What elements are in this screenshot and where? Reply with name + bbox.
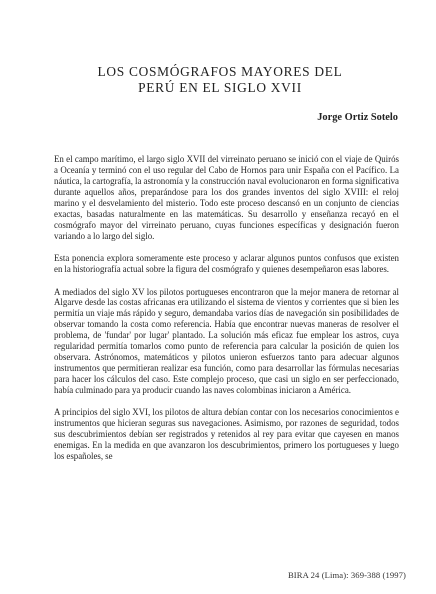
journal-citation: BIRA 24 (Lima): 369-388 (1997) [287, 570, 406, 580]
title-line-1: LOS COSMÓGRAFOS MAYORES DEL [97, 64, 343, 79]
paragraph-4: A principios del siglo XVI, los pilotos de altura debían contar con los necesarios conocimientos e instrumentos que hicieran seguras sus navegaciones. Asimismo, por razones de seguridad, todos sus descubrimientos debían ser registrados y retenidos al rey para evitar que cayesen en manos enemigas. En la medida en que avanzaron los descubrimientos, primero los portugueses y luego los españoles, se [54, 407, 399, 461]
article-author: Jorge Ortiz Sotelo [317, 112, 398, 123]
article-body [54, 154, 399, 473]
paragraph-3: A mediados del siglo XV los pilotos portugueses encontraron que la mejor manera de retornar al Algarve desde las costas africanas era utilizando el sistema de vientos y corrientes que si bien les permitía un viaje más rápido y seguro, demandaba varios días de navegación sin posibilidades de observar tomando la costa como referencia. Había que encontrar nuevas maneras de resolver el problema, de 'fundar' por lugar' plantado. La solución más eficaz fue emplear los astros, cuya regularidad permitía tomarlos como punto de referencia para calcular la posición de quien los observara. Astrónomos, matemáticos y pilotos unieron esfuerzos tanto para adecuar algunos instrumentos que permitieran realizar esa función, como para desarrollar las fórmulas necesarias para hacer los cálculos del caso. Este complejo proceso, que casi un siglo en ser perfeccionado, había culminado para ya producir cuando las naves colombinas iniciaron a América. [54, 286, 399, 396]
paragraph-1: En el campo marítimo, el largo siglo XVII del virreinato peruano se inició con el viaje de Quirós a Oceanía y terminó con el uso regular del Cabo de Hornos para unir España con el Pacífico. La náutica, la cartografía, la astronomía y la construcción naval evolucionaron en forma significativa durante aquellos años, preparándose para los dos grandes inventos del siglo XVIII: el reloj marino y el desvelamiento del misterio. Todo este proceso descansó en un conjunto de ciencias exactas, basadas naturalmente en las matemáticas. Su desarrollo y enseñanza recayó en el cosmógrafo mayor del virreinato peruano, cuyas funciones específicas y designación fueron variando a lo largo del siglo. [54, 154, 399, 241]
article-title [70, 64, 370, 96]
paragraph-2: Esta ponencia explora someramente este proceso y aclarar algunos puntos confusos que existen en la historiografía actual sobre la figura del cosmógrafo y quienes desempeñaron esas labores. [54, 252, 399, 274]
title-line-2: PERÚ EN EL SIGLO XVII [138, 80, 302, 95]
